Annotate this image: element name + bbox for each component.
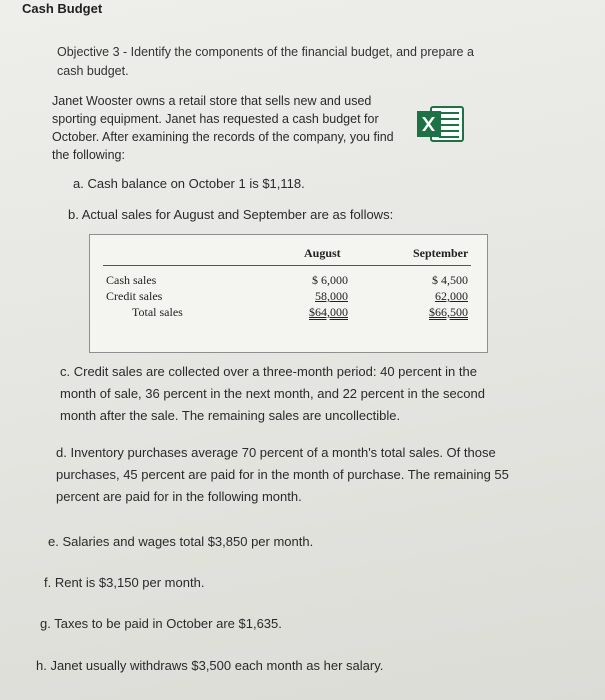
- august-cash-sales: $ 6,000: [312, 273, 348, 287]
- september-credit-sales: 62,000: [435, 289, 468, 303]
- row-label-total-sales: Total sales: [132, 305, 183, 319]
- excel-spreadsheet-icon[interactable]: [415, 104, 465, 144]
- september-cash-sales: $ 4,500: [432, 273, 468, 287]
- august-credit-sales: 58,000: [315, 289, 348, 303]
- item-taxes: g. Taxes to be paid in October are $1,635.: [40, 616, 282, 631]
- intro-paragraph: Janet Wooster owns a retail store that sells new and used sporting equipment. Janet has requested a cash budget for October. After examining the records of the company, you find the following:: [52, 94, 394, 162]
- header-divider: [103, 265, 471, 266]
- september-total-sales: $66,500: [429, 305, 468, 319]
- item-cash-balance: a. Cash balance on October 1 is $1,118.: [73, 176, 305, 191]
- item-inventory-purchases: d. Inventory purchases average 70 percent of a month's total sales. Of those purchases, 45 percent are paid for in the month of purchase. The remaining 55 percent are paid for in the following month.: [56, 445, 509, 504]
- column-header-august: August: [304, 246, 341, 260]
- excel-icon-graphic: [415, 104, 465, 144]
- sales-table: [89, 234, 488, 353]
- august-total-sales: $64,000: [309, 305, 348, 319]
- page-heading: Cash Budget: [22, 1, 103, 16]
- column-header-september: September: [413, 246, 469, 260]
- row-label-credit-sales: Credit sales: [106, 289, 163, 303]
- item-rent: f. Rent is $3,150 per month.: [44, 575, 205, 590]
- row-label-cash-sales: Cash sales: [106, 273, 157, 287]
- item-salaries: e. Salaries and wages total $3,850 per month.: [48, 534, 314, 549]
- objective-text: Objective 3 - Identify the components of the financial budget, and prepare a cash budget.: [57, 45, 474, 78]
- item-withdrawals: h. Janet usually withdraws $3,500 each month as her salary.: [36, 658, 384, 673]
- item-credit-collection: c. Credit sales are collected over a three-month period: 40 percent in the month of sale, 36 percent in the next month, and 22 percent in the second month after the sale. The remaining sales are uncollectible.: [60, 364, 485, 423]
- item-actual-sales: b. Actual sales for August and September are as follows:: [68, 207, 394, 222]
